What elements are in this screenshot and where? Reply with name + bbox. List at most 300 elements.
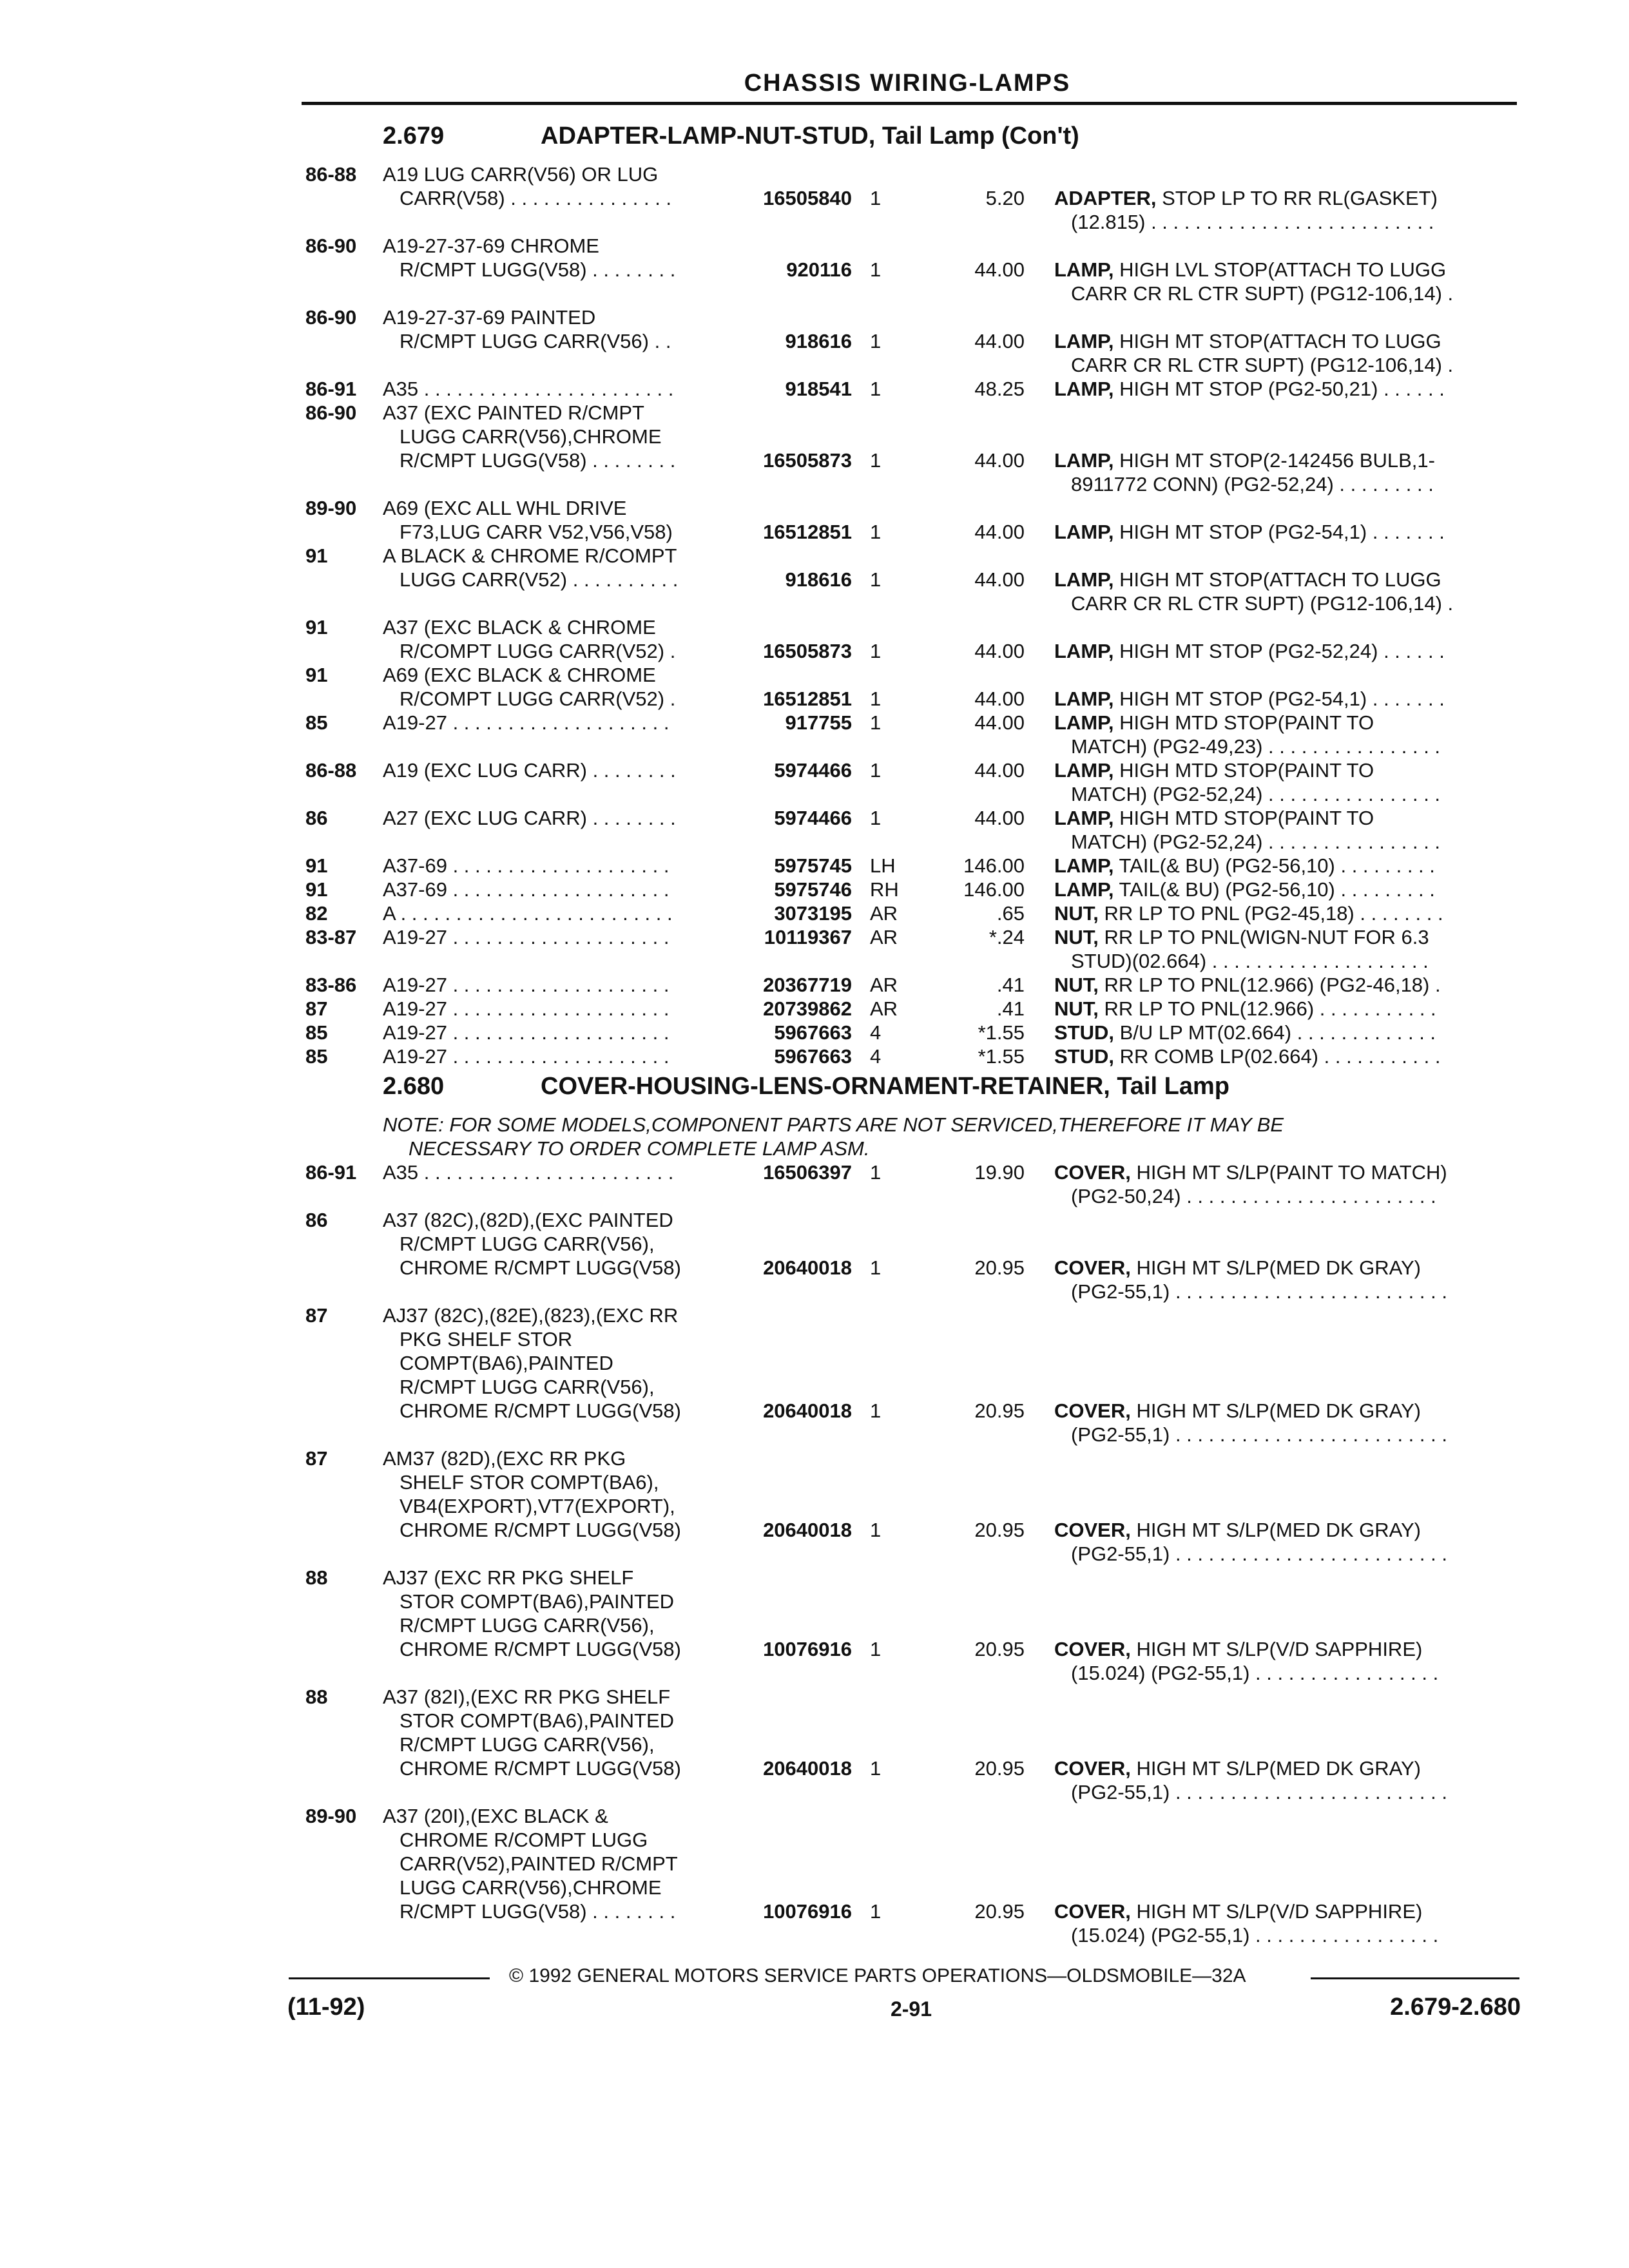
model-years: 87 (305, 997, 328, 1020)
description-line: CARR CR RL CTR SUPT) (PG12-106,14) . (1071, 282, 1454, 305)
part-number: 5974466 (774, 807, 852, 829)
application-line: LUGG CARR(V56),CHROME (400, 425, 662, 448)
description-text: RR LP TO PNL(WIGN-NUT FOR 6.3 (1104, 926, 1429, 948)
application-line: PKG SHELF STOR (400, 1328, 573, 1350)
section-title-main: COVER-HOUSING-LENS-ORNAMENT-RETAINER, (541, 1073, 1110, 1100)
description-keyword: COVER, (1054, 1519, 1131, 1541)
part-number: 5974466 (774, 759, 852, 782)
quantity: AR (870, 902, 898, 925)
application-line: AM37 (82D),(EXC RR PKG (383, 1447, 626, 1470)
section-title (541, 1073, 1229, 1100)
description-line: (PG2-55,1) . . . . . . . . . . . . . . . . . . . . . . . . . (1071, 1542, 1447, 1565)
description (1054, 711, 1440, 758)
description (1054, 377, 1445, 401)
application-line: A37-69 . . . . . . . . . . . . . . . . . . . . (383, 878, 670, 901)
application (383, 973, 669, 997)
description-line (1054, 1021, 1436, 1044)
description-line (1054, 878, 1435, 901)
section-note-line: NOTE: FOR SOME MODELS,COMPONENT PARTS ARE NOT SERVICED,THEREFORE IT MAY BE (383, 1113, 1284, 1136)
price: 44.00 (974, 330, 1025, 352)
application-line: A37 (82I),(EXC RR PKG SHELF (383, 1686, 671, 1708)
description-keyword: COVER, (1054, 1757, 1131, 1780)
description-line: (PG2-55,1) . . . . . . . . . . . . . . . . . . . . . . . . . (1071, 1781, 1447, 1803)
quantity: 1 (870, 711, 882, 734)
application-line: CHROME R/CMPT LUGG(V58) (400, 1256, 681, 1279)
table-row (0, 615, 1629, 663)
quantity: 1 (870, 1399, 882, 1422)
price: *.24 (988, 926, 1025, 948)
price: *1.55 (978, 1045, 1025, 1068)
description (1054, 1021, 1436, 1044)
part-number: 918616 (785, 330, 852, 352)
section-title-subtitle: Tail Lamp (1117, 1073, 1229, 1100)
application (383, 615, 675, 663)
model-years: 91 (305, 616, 328, 639)
quantity: 1 (870, 521, 882, 543)
description (1054, 186, 1438, 234)
table-row (0, 806, 1629, 854)
description-line: MATCH) (PG2-52,24) . . . . . . . . . . . . . . . . (1071, 831, 1441, 853)
description-text: HIGH MT S/LP(MED DK GRAY) (1136, 1399, 1421, 1422)
description-line: (15.024) (PG2-55,1) . . . . . . . . . . . . . . . . . (1071, 1662, 1439, 1684)
description (1054, 687, 1445, 711)
page-title: CHASSIS WIRING-LAMPS (744, 70, 1071, 97)
section-number: 2.679 (383, 122, 445, 149)
part-number: 918616 (785, 568, 852, 591)
model-years: 86-88 (305, 759, 357, 782)
description-text: HIGH MTD STOP(PAINT TO (1119, 807, 1374, 829)
description-line (1054, 925, 1429, 949)
quantity: 1 (870, 330, 882, 352)
part-number: 20739862 (763, 997, 852, 1020)
description-keyword: LAMP, (1054, 711, 1114, 734)
price: *1.55 (978, 1021, 1025, 1044)
description-line: (PG2-55,1) . . . . . . . . . . . . . . . . . . . . . . . . . (1071, 1423, 1447, 1446)
section-title (541, 122, 1079, 150)
application (383, 305, 671, 353)
application-line: R/CMPT LUGG CARR(V56), (400, 1376, 655, 1398)
price: 146.00 (963, 878, 1025, 901)
description-line (1054, 568, 1453, 591)
part-number: 20367719 (763, 974, 852, 996)
model-years: 85 (305, 1045, 328, 1068)
quantity: 1 (870, 807, 882, 829)
part-number: 20640018 (763, 1519, 852, 1541)
description-keyword: STUD, (1054, 1021, 1114, 1044)
quantity: 4 (870, 1021, 882, 1044)
application (383, 854, 669, 878)
application-line: AJ37 (82C),(82E),(823),(EXC RR (383, 1304, 679, 1327)
description-keyword: LAMP, (1054, 640, 1114, 662)
description (1054, 1044, 1441, 1068)
price: 44.00 (974, 640, 1025, 662)
table-row (0, 925, 1629, 973)
part-number: 16505840 (763, 187, 852, 209)
description (1054, 878, 1435, 901)
table-row (0, 1160, 1629, 1208)
description (1054, 1399, 1447, 1446)
part-number: 5975746 (774, 878, 852, 901)
description-keyword: LAMP, (1054, 807, 1114, 829)
part-number: 10076916 (763, 1638, 852, 1660)
footer-date: (11-92) (287, 1994, 365, 2021)
application-line: R/CMPT LUGG CARR(V56), (400, 1733, 655, 1756)
application (383, 1566, 681, 1661)
application-line: R/CMPT LUGG(V58) . . . . . . . . (400, 1900, 676, 1923)
description-line (1054, 448, 1435, 472)
application-line: R/CMPT LUGG(V58) . . . . . . . . (400, 449, 676, 472)
application-line: CHROME R/COMPT LUGG (400, 1829, 648, 1851)
application-line: A27 (EXC LUG CARR) . . . . . . . . (383, 807, 676, 829)
description (1054, 901, 1443, 925)
part-number: 16506397 (763, 1161, 852, 1184)
table-row (0, 305, 1629, 377)
application-line: A BLACK & CHROME R/COMPT (383, 544, 677, 567)
application (383, 377, 673, 401)
quantity: 1 (870, 1757, 882, 1780)
description-text: HIGH LVL STOP(ATTACH TO LUGG (1119, 258, 1447, 281)
part-number: 918541 (785, 378, 852, 400)
description-text: HIGH MT S/LP(V/D SAPPHIRE) (1136, 1638, 1423, 1660)
description (1054, 1160, 1447, 1208)
quantity: 1 (870, 1256, 882, 1279)
description-keyword: COVER, (1054, 1638, 1131, 1660)
price: 146.00 (963, 854, 1025, 877)
application-line: A19-27 . . . . . . . . . . . . . . . . . . . . (383, 974, 670, 996)
footer-rule-left (289, 1977, 490, 1979)
footer-page-number: 2-91 (890, 1997, 932, 2021)
description-line (1054, 1044, 1441, 1068)
quantity: 1 (870, 258, 882, 281)
part-number: 3073195 (774, 902, 852, 925)
description-line (1054, 901, 1443, 925)
description-line (1054, 806, 1440, 830)
application-line: A69 (EXC BLACK & CHROME (383, 664, 656, 686)
part-number: 920116 (786, 258, 852, 281)
description-text: STOP LP TO RR RL(GASKET) (1162, 187, 1438, 209)
price: 19.90 (974, 1161, 1025, 1184)
footer-rule-right (1311, 1977, 1519, 1979)
quantity: 1 (870, 640, 882, 662)
price: 20.95 (974, 1256, 1025, 1279)
price: 44.00 (974, 449, 1025, 472)
application-line: A19-27-37-69 PAINTED (383, 306, 596, 329)
model-years: 91 (305, 878, 328, 901)
description-keyword: LAMP, (1054, 521, 1114, 543)
description (1054, 568, 1453, 615)
description (1054, 520, 1445, 544)
price: 20.95 (974, 1519, 1025, 1541)
application-line: LUGG CARR(V56),CHROME (400, 1876, 662, 1899)
description-keyword: LAMP, (1054, 759, 1114, 782)
application-line: A37 (EXC PAINTED R/CMPT (383, 401, 644, 424)
table-row (0, 878, 1629, 901)
description-line (1054, 1256, 1447, 1280)
description-keyword: ADAPTER, (1054, 187, 1157, 209)
application-line: CHROME R/CMPT LUGG(V58) (400, 1519, 681, 1541)
model-years: 89-90 (305, 497, 357, 519)
table-row (0, 1685, 1629, 1804)
description-text: HIGH MT S/LP(MED DK GRAY) (1136, 1256, 1421, 1279)
part-number: 10119367 (764, 926, 852, 948)
section-title-continued: (Con't) (1001, 122, 1079, 149)
description (1054, 639, 1445, 663)
description-keyword: LAMP, (1054, 687, 1114, 710)
description-line (1054, 1637, 1438, 1661)
title-rule (302, 102, 1517, 105)
application (383, 806, 676, 830)
price: 44.00 (974, 258, 1025, 281)
description-text: HIGH MT S/LP(PAINT TO MATCH) (1136, 1161, 1447, 1184)
description-line (1054, 687, 1445, 711)
price: 20.95 (974, 1638, 1025, 1660)
model-years: 83-86 (305, 974, 357, 996)
application-line: R/CMPT LUGG(V58) . . . . . . . . (400, 258, 676, 281)
description-line (1054, 639, 1445, 663)
application-line: A37-69 . . . . . . . . . . . . . . . . . . . . (383, 854, 670, 877)
application (383, 901, 673, 925)
application-line: A35 . . . . . . . . . . . . . . . . . . . . . . . (383, 378, 674, 400)
table-row (0, 234, 1629, 305)
section-note-line: NECESSARY TO ORDER COMPLETE LAMP ASM. (409, 1137, 870, 1160)
price: 20.95 (974, 1900, 1025, 1923)
price: 20.95 (974, 1757, 1025, 1780)
application-line: A19 (EXC LUG CARR) . . . . . . . . (383, 759, 676, 782)
application (383, 1208, 681, 1280)
description-line (1054, 329, 1453, 353)
description (1054, 329, 1453, 377)
description-line: (PG2-55,1) . . . . . . . . . . . . . . . . . . . . . . . . . (1071, 1280, 1447, 1303)
table-row (0, 663, 1629, 711)
quantity: 1 (870, 187, 882, 209)
model-years: 88 (305, 1686, 328, 1708)
model-years: 91 (305, 664, 328, 686)
description-keyword: LAMP, (1054, 854, 1114, 877)
description-text: HIGH MTD STOP(PAINT TO (1119, 759, 1374, 782)
application-line: R/COMPT LUGG CARR(V52) . (400, 640, 676, 662)
part-number: 16505873 (763, 449, 852, 472)
model-years: 86-91 (305, 1161, 357, 1184)
description-text: HIGH MT S/LP(MED DK GRAY) (1136, 1757, 1421, 1780)
description-keyword: LAMP, (1054, 258, 1114, 281)
model-years: 83-87 (305, 926, 357, 948)
application-line: R/COMPT LUGG CARR(V52) . (400, 687, 676, 710)
description-line (1054, 377, 1445, 401)
price: 44.00 (974, 711, 1025, 734)
part-number: 20640018 (763, 1399, 852, 1422)
application (383, 1160, 673, 1184)
description-line (1054, 997, 1436, 1021)
description-keyword: LAMP, (1054, 449, 1114, 472)
application-line: STOR COMPT(BA6),PAINTED (400, 1709, 675, 1732)
description-line (1054, 1160, 1447, 1184)
description-line (1054, 973, 1441, 997)
description (1054, 973, 1441, 997)
part-number: 917755 (785, 711, 852, 734)
description-text: HIGH MT S/LP(MED DK GRAY) (1136, 1519, 1421, 1541)
description-line: CARR CR RL CTR SUPT) (PG12-106,14) . (1071, 354, 1454, 376)
application-line: R/CMPT LUGG CARR(V56) . . (400, 330, 671, 352)
model-years: 86 (305, 807, 328, 829)
application (383, 1804, 678, 1923)
description-text: HIGH MT STOP(ATTACH TO LUGG (1119, 568, 1441, 591)
description-text: HIGH MT S/LP(V/D SAPPHIRE) (1136, 1900, 1423, 1923)
description-line (1054, 1756, 1447, 1780)
quantity: 4 (870, 1045, 882, 1068)
application-line: A19 LUG CARR(V56) OR LUG (383, 163, 659, 186)
table-row (0, 901, 1629, 925)
application-line: A19-27 . . . . . . . . . . . . . . . . . . . . (383, 926, 670, 948)
model-years: 87 (305, 1304, 328, 1327)
description (1054, 448, 1435, 496)
description-keyword: NUT, (1054, 926, 1099, 948)
description-line (1054, 1518, 1447, 1542)
quantity: 1 (870, 1638, 882, 1660)
description-line: STUD)(02.664) . . . . . . . . . . . . . . . . . . . . (1071, 950, 1429, 972)
application-line: SHELF STOR COMPT(BA6), (400, 1471, 659, 1494)
description-text: TAIL(& BU) (PG2-56,10) . . . . . . . . . (1119, 878, 1435, 901)
description-text: HIGH MTD STOP(PAINT TO (1119, 711, 1374, 734)
description-keyword: COVER, (1054, 1256, 1131, 1279)
model-years: 91 (305, 544, 328, 567)
table-row (0, 1021, 1629, 1044)
description-text: TAIL(& BU) (PG2-56,10) . . . . . . . . . (1119, 854, 1435, 877)
description-keyword: LAMP, (1054, 378, 1114, 400)
description-keyword: COVER, (1054, 1900, 1131, 1923)
quantity: 1 (870, 1900, 882, 1923)
description (1054, 1256, 1447, 1303)
description-keyword: NUT, (1054, 974, 1099, 996)
part-number: 5967663 (774, 1021, 852, 1044)
description-line: CARR CR RL CTR SUPT) (PG12-106,14) . (1071, 592, 1454, 615)
section-title-subtitle: Tail Lamp (882, 122, 995, 149)
quantity: 1 (870, 378, 882, 400)
application (383, 711, 669, 735)
description (1054, 258, 1453, 305)
table-row (0, 1044, 1629, 1068)
description-line (1054, 1899, 1438, 1923)
part-number: 5975745 (774, 854, 852, 877)
description-text: HIGH MT STOP (PG2-54,1) . . . . . . . (1119, 521, 1445, 543)
model-years: 86-90 (305, 235, 357, 257)
application-line: A19-27-37-69 CHROME (383, 235, 599, 257)
footer-section-range: 2.679-2.680 (1390, 1994, 1521, 2021)
description-line: (PG2-50,24) . . . . . . . . . . . . . . . . . . . . . . . (1071, 1185, 1436, 1207)
section-title-main: ADAPTER-LAMP-NUT-STUD, (541, 122, 876, 149)
description-keyword: LAMP, (1054, 330, 1114, 352)
application (383, 1044, 669, 1068)
description-line: (15.024) (PG2-55,1) . . . . . . . . . . . . . . . . . (1071, 1924, 1439, 1946)
model-years: 88 (305, 1566, 328, 1589)
section-number: 2.680 (383, 1073, 445, 1100)
table-row (0, 973, 1629, 997)
quantity: AR (870, 926, 898, 948)
description-keyword: LAMP, (1054, 878, 1114, 901)
description-line (1054, 186, 1438, 210)
application (383, 997, 669, 1021)
model-years: 86-88 (305, 163, 357, 186)
description-line (1054, 711, 1440, 735)
quantity: 1 (870, 1519, 882, 1541)
application (383, 234, 675, 282)
part-number: 20640018 (763, 1256, 852, 1279)
description-text: HIGH MT STOP(2-142456 BULB,1- (1119, 449, 1435, 472)
application-line: R/CMPT LUGG CARR(V56), (400, 1614, 655, 1637)
table-row (0, 377, 1629, 401)
description (1054, 1899, 1438, 1947)
model-years: 85 (305, 1021, 328, 1044)
application-line: COMPT(BA6),PAINTED (400, 1352, 613, 1374)
model-years: 85 (305, 711, 328, 734)
application-line: A19-27 . . . . . . . . . . . . . . . . . . . . (383, 711, 670, 734)
table-row (0, 711, 1629, 758)
model-years: 89-90 (305, 1805, 357, 1827)
description-text: RR COMB LP(02.664) . . . . . . . . . . . (1119, 1045, 1441, 1068)
description-keyword: NUT, (1054, 902, 1099, 925)
description (1054, 1637, 1438, 1685)
model-years: 86-90 (305, 306, 357, 329)
description-text: HIGH MT STOP(ATTACH TO LUGG (1119, 330, 1441, 352)
description-text: RR LP TO PNL (PG2-45,18) . . . . . . . . (1104, 902, 1443, 925)
quantity: LH (870, 854, 896, 877)
application-line: A35 . . . . . . . . . . . . . . . . . . . . . . . (383, 1161, 674, 1184)
application-line: A19-27 . . . . . . . . . . . . . . . . . . . . (383, 997, 670, 1020)
application-line: CHROME R/CMPT LUGG(V58) (400, 1399, 681, 1422)
application (383, 401, 675, 472)
description-text: HIGH MT STOP (PG2-50,21) . . . . . . (1119, 378, 1445, 400)
quantity: 1 (870, 449, 882, 472)
application (383, 758, 676, 782)
table-row (0, 1804, 1629, 1947)
application (383, 663, 675, 711)
description-line (1054, 258, 1453, 282)
application-line: VB4(EXPORT),VT7(EXPORT), (400, 1495, 675, 1517)
price: 44.00 (974, 687, 1025, 710)
table-row (0, 854, 1629, 878)
table-row (0, 401, 1629, 496)
quantity: AR (870, 997, 898, 1020)
section-note (383, 1113, 1284, 1160)
model-years: 87 (305, 1447, 328, 1470)
table-row (0, 1446, 1629, 1566)
model-years: 86-90 (305, 401, 357, 424)
application-line: A19-27 . . . . . . . . . . . . . . . . . . . . (383, 1045, 670, 1068)
table-row (0, 1566, 1629, 1685)
description (1054, 854, 1435, 878)
price: 48.25 (974, 378, 1025, 400)
application (383, 1303, 681, 1423)
description-line: (12.815) . . . . . . . . . . . . . . . . . . . . . . . . . . (1071, 211, 1434, 233)
price: .41 (996, 997, 1025, 1020)
application-line: F73,LUG CARR V52,V56,V58) (400, 521, 673, 543)
description-text: HIGH MT STOP (PG2-54,1) . . . . . . . (1119, 687, 1445, 710)
application-line: CHROME R/CMPT LUGG(V58) (400, 1638, 681, 1660)
application-line: CHROME R/CMPT LUGG(V58) (400, 1757, 681, 1780)
description-line: MATCH) (PG2-52,24) . . . . . . . . . . . . . . . . (1071, 783, 1441, 805)
description-text: HIGH MT STOP (PG2-52,24) . . . . . . (1119, 640, 1445, 662)
description (1054, 806, 1440, 854)
quantity: 1 (870, 687, 882, 710)
application-line: A . . . . . . . . . . . . . . . . . . . . . . . . . (383, 902, 673, 925)
model-years: 82 (305, 902, 328, 925)
description-text: B/U LP MT(02.664) . . . . . . . . . . . . . (1119, 1021, 1436, 1044)
price: 44.00 (974, 568, 1025, 591)
table-row (0, 758, 1629, 806)
description (1054, 1518, 1447, 1566)
price: .41 (996, 974, 1025, 996)
description-keyword: NUT, (1054, 997, 1099, 1020)
part-number: 16512851 (763, 521, 852, 543)
